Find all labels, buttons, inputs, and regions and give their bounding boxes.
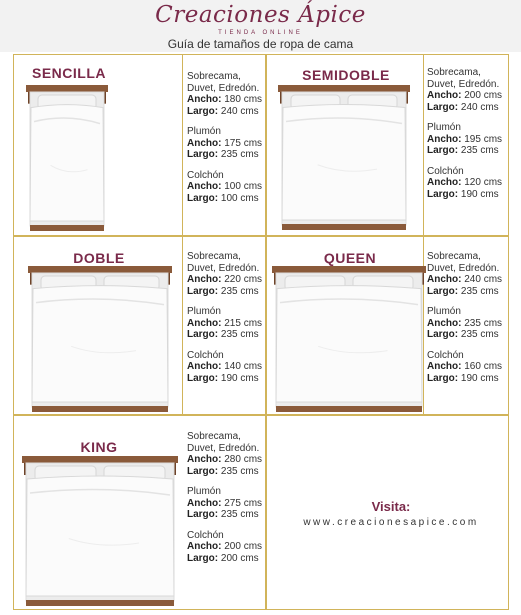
spec-section-label: Sobrecama, Duvet, Edredón. — [187, 71, 260, 94]
grid-divider-horizontal-2 — [14, 414, 508, 416]
spec-largo-label: Largo: — [187, 105, 219, 117]
spec-ancho-value: 215 cms — [224, 317, 263, 329]
spec-largo-value: 200 cms — [220, 552, 259, 564]
spec-largo-label: Largo: — [187, 192, 219, 204]
spec-ancho-label: Ancho: — [187, 454, 222, 465]
spec-section-label: Plumón — [187, 126, 221, 137]
spec-largo-label: Largo: — [427, 188, 459, 200]
spec-ancho-row — [187, 498, 265, 510]
spec-largo-row — [187, 193, 265, 205]
spec-ancho-label: Ancho: — [187, 541, 222, 552]
spec-section-label: Plumón — [427, 306, 461, 317]
spec-largo-value: 100 cms — [220, 192, 259, 204]
spec-section-label: Plumón — [187, 486, 221, 497]
spec-section-label: Plumón — [187, 306, 221, 317]
spec-ancho-value: 100 cms — [224, 181, 263, 192]
bed-specs-king — [187, 431, 265, 564]
spec-ancho-row — [187, 454, 265, 466]
spec-ancho-label: Ancho: — [187, 181, 222, 192]
visit-title: Visita: — [371, 499, 411, 514]
spec-ancho-label: Ancho: — [187, 497, 222, 509]
spec-largo-value: 235 cms — [220, 285, 259, 297]
bed-specs-semidoble — [427, 67, 505, 200]
spec-ancho-row — [187, 274, 265, 286]
spec-largo-label: Largo: — [427, 145, 459, 156]
spec-ancho-label: Ancho: — [187, 137, 222, 149]
spec-largo-label: Largo: — [187, 329, 219, 340]
spec-largo-label: Largo: — [187, 552, 219, 564]
spec-largo-label: Largo: — [427, 101, 459, 113]
spec-section-label: Colchón — [427, 349, 464, 361]
spec-ancho-row — [187, 541, 265, 553]
bed-svg — [26, 85, 108, 231]
bed-title-sencilla: SENCILLA — [32, 65, 106, 81]
bed-illustration-semidoble — [278, 85, 410, 230]
spec-largo-row — [187, 149, 265, 161]
spec-largo-value: 235 cms — [460, 145, 499, 156]
spec-largo-row — [427, 329, 505, 341]
spec-largo-value: 235 cms — [460, 329, 499, 340]
spec-largo-row — [187, 329, 265, 341]
spec-ancho-row — [427, 274, 505, 286]
spec-largo-row — [427, 102, 505, 114]
spec-ancho-row — [187, 94, 265, 106]
spec-largo-label: Largo: — [187, 149, 219, 160]
spec-ancho-label: Ancho: — [427, 317, 462, 329]
bed-title-semidoble: SEMIDOBLE — [302, 67, 390, 83]
spec-ancho-label: Ancho: — [427, 274, 462, 285]
spec-section-label: Sobrecama, Duvet, Edredón. — [187, 431, 260, 454]
spec-largo-label: Largo: — [187, 509, 219, 520]
spec-ancho-label: Ancho: — [427, 361, 462, 372]
spec-largo-row — [427, 189, 505, 201]
spec-ancho-row — [187, 361, 265, 373]
spec-ancho-value: 120 cms — [464, 177, 503, 188]
spec-largo-value: 235 cms — [220, 509, 259, 520]
spec-largo-value: 235 cms — [220, 149, 259, 160]
spec-ancho-value: 200 cms — [464, 90, 503, 101]
spec-ancho-value: 275 cms — [224, 497, 263, 509]
spec-ancho-row — [427, 318, 505, 330]
spec-ancho-label: Ancho: — [187, 361, 222, 372]
brand-logo: Creaciones Ápice — [155, 2, 366, 28]
spec-largo-row — [187, 509, 265, 521]
bed-svg — [278, 85, 410, 230]
spec-largo-row — [427, 286, 505, 298]
spec-ancho-value: 140 cms — [224, 361, 263, 372]
spec-ancho-value: 195 cms — [464, 133, 503, 145]
spec-largo-row — [187, 106, 265, 118]
spec-ancho-row — [187, 181, 265, 193]
spec-largo-row — [427, 373, 505, 385]
bed-illustration-king — [22, 456, 178, 606]
bed-title-doble: DOBLE — [73, 250, 125, 266]
spec-section-label: Colchón — [187, 169, 224, 181]
spec-largo-value: 235 cms — [460, 285, 499, 297]
spec-section-label: Colchón — [187, 349, 224, 361]
spec-ancho-label: Ancho: — [427, 133, 462, 145]
spec-ancho-row — [187, 138, 265, 150]
visit-block — [266, 499, 516, 528]
bed-title-queen: QUEEN — [323, 250, 377, 266]
spec-largo-value: 240 cms — [460, 101, 499, 113]
spec-largo-row — [187, 466, 265, 478]
grid-divider-horizontal-1 — [14, 235, 508, 237]
spec-ancho-value: 220 cms — [224, 274, 263, 285]
website-link[interactable]: www.creacionesapice.com — [303, 517, 479, 528]
header — [0, 0, 521, 52]
spec-ancho-value: 280 cms — [224, 454, 263, 465]
spec-largo-label: Largo: — [187, 285, 219, 297]
spec-ancho-label: Ancho: — [187, 317, 222, 329]
spec-section-label: Sobrecama, Duvet, Edredón. — [187, 251, 260, 274]
page-subtitle: Guía de tamaños de ropa de cama — [167, 37, 354, 51]
bed-specs-sencilla — [187, 71, 265, 204]
bed-illustration-sencilla — [26, 85, 108, 231]
spec-ancho-label: Ancho: — [187, 274, 222, 285]
bed-specs-doble — [187, 251, 265, 384]
brand-tagline: TIENDA ONLINE — [218, 30, 303, 36]
spec-largo-value: 190 cms — [460, 372, 499, 384]
spec-ancho-value: 240 cms — [464, 274, 503, 285]
spec-largo-row — [427, 145, 505, 157]
bed-title-king: KING — [80, 439, 118, 455]
bed-illustration-doble — [28, 266, 172, 412]
bed-specs-queen — [427, 251, 505, 384]
spec-largo-label: Largo: — [187, 372, 219, 384]
bed-svg — [272, 266, 426, 412]
spec-largo-row — [187, 553, 265, 565]
spec-largo-label: Largo: — [427, 329, 459, 340]
spec-ancho-row — [427, 134, 505, 146]
spec-section-label: Colchón — [427, 165, 464, 177]
spec-ancho-value: 235 cms — [464, 317, 503, 329]
spec-ancho-label: Ancho: — [427, 90, 462, 101]
spec-ancho-label: Ancho: — [187, 94, 222, 105]
spec-ancho-row — [187, 318, 265, 330]
spec-largo-value: 190 cms — [220, 372, 259, 384]
spec-largo-value: 235 cms — [220, 329, 259, 340]
spec-section-label: Plumón — [427, 122, 461, 133]
spec-ancho-value: 180 cms — [224, 94, 263, 105]
bed-svg — [28, 266, 172, 412]
spec-largo-value: 190 cms — [460, 188, 499, 200]
spec-section-label: Sobrecama, Duvet, Edredón. — [427, 67, 500, 90]
spec-ancho-value: 200 cms — [224, 541, 263, 552]
spec-section-label: Colchón — [187, 529, 224, 541]
spec-largo-label: Largo: — [187, 465, 219, 477]
spec-largo-value: 235 cms — [220, 465, 259, 477]
spec-largo-label: Largo: — [427, 372, 459, 384]
spec-largo-label: Largo: — [427, 285, 459, 297]
spec-largo-row — [187, 286, 265, 298]
spec-largo-value: 240 cms — [220, 105, 259, 117]
spec-ancho-row — [427, 177, 505, 189]
spec-ancho-value: 160 cms — [464, 361, 503, 372]
spec-largo-row — [187, 373, 265, 385]
spec-ancho-label: Ancho: — [427, 177, 462, 188]
spec-ancho-row — [427, 361, 505, 373]
spec-ancho-value: 175 cms — [224, 137, 263, 149]
spec-section-label: Sobrecama, Duvet, Edredón. — [427, 251, 500, 274]
bed-svg — [22, 456, 178, 606]
bed-illustration-queen — [272, 266, 426, 412]
spec-ancho-row — [427, 90, 505, 102]
